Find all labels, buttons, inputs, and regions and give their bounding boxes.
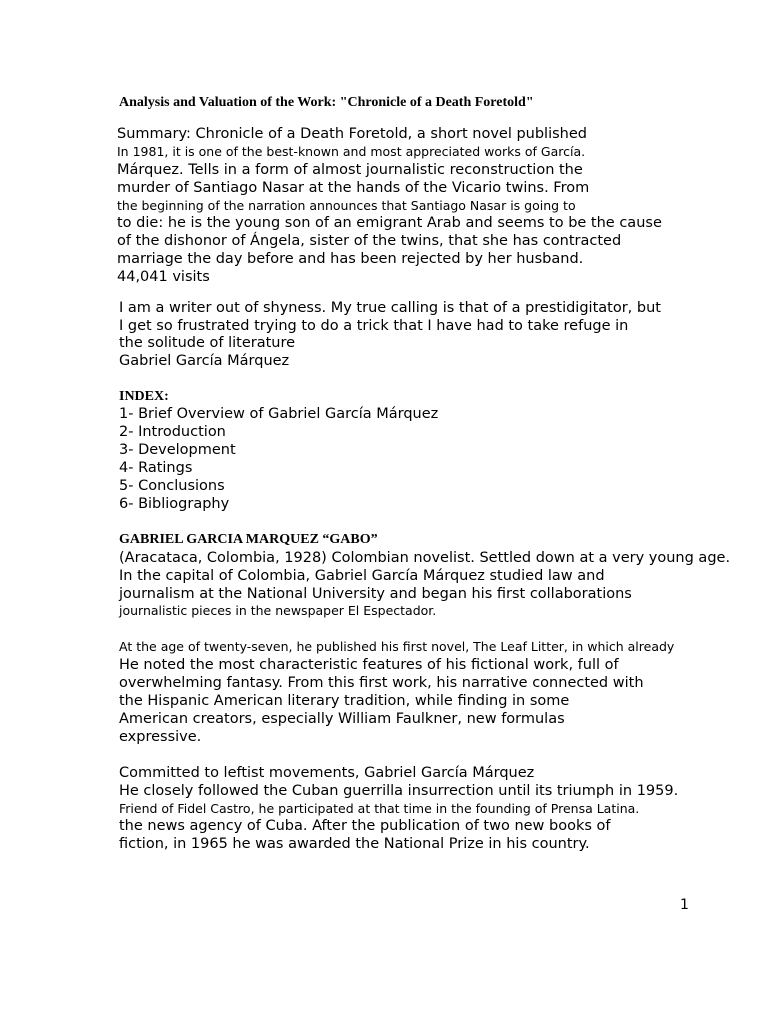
quote-author: Gabriel García Márquez: [119, 353, 290, 369]
bio-line: In the capital of Colombia, Gabriel García Márquez studied law and: [119, 568, 605, 584]
index-heading: INDEX:: [119, 389, 169, 404]
bio-line: He noted the most characteristic features of his fictional work, full of: [119, 657, 619, 673]
bio-line: (Aracataca, Colombia, 1928) Colombian novelist. Settled down at a very young age.: [119, 550, 731, 566]
index-item: 4- Ratings: [119, 460, 193, 476]
summary-line: to die: he is the young son of an emigrant Arab and seems to be the cause: [117, 215, 662, 231]
summary-line: In 1981, it is one of the best-known and most appreciated works of García.: [117, 144, 586, 159]
bio-line: the Hispanic American literary tradition, while finding in some: [119, 693, 570, 709]
visits-count: 44,041 visits: [117, 269, 210, 285]
bio-line: American creators, especially William Faulkner, new formulas: [119, 711, 565, 727]
index-item: 6- Bibliography: [119, 496, 230, 512]
bio-line: Committed to leftist movements, Gabriel García Márquez: [119, 765, 535, 781]
summary-line: murder of Santiago Nasar at the hands of the Vicario twins. From: [117, 180, 590, 196]
bio-line: Friend of Fidel Castro, he participated at that time in the founding of Prensa Latina.: [119, 801, 640, 816]
quote-line: the solitude of literature: [119, 335, 296, 351]
summary-line: the beginning of the narration announces that Santiago Nasar is going to: [117, 198, 576, 213]
bio-line: the news agency of Cuba. After the publication of two new books of: [119, 818, 611, 834]
summary-line: Márquez. Tells in a form of almost journalistic reconstruction the: [117, 162, 583, 178]
quote-line: I get so frustrated trying to do a trick that I have had to take refuge in: [119, 318, 629, 334]
bio-line: fiction, in 1965 he was awarded the National Prize in his country.: [119, 836, 590, 852]
index-item: 1- Brief Overview of Gabriel García Márquez: [119, 406, 439, 422]
index-item: 2- Introduction: [119, 424, 226, 440]
bio-line: journalism at the National University and began his first collaborations: [119, 586, 632, 602]
bio-line: overwhelming fantasy. From this first work, his narrative connected with: [119, 675, 644, 691]
bio-line: At the age of twenty-seven, he published his first novel, The Leaf Litter, in which already: [119, 639, 675, 654]
summary-line: of the dishonor of Ángela, sister of the twins, that she has contracted: [117, 233, 622, 249]
index-item: 5- Conclusions: [119, 478, 225, 494]
bio-line: expressive.: [119, 729, 202, 745]
quote-line: I am a writer out of shyness. My true calling is that of a prestidigitator, but: [119, 300, 661, 316]
page-number: 1: [680, 897, 689, 913]
bio-heading: GABRIEL GARCIA MARQUEZ “GABO”: [119, 532, 378, 547]
bio-line: journalistic pieces in the newspaper El Espectador.: [119, 603, 437, 618]
document-title: Analysis and Valuation of the Work: "Chronicle of a Death Foretold": [119, 95, 534, 110]
summary-line: marriage the day before and has been rejected by her husband.: [117, 251, 584, 267]
bio-line: He closely followed the Cuban guerrilla insurrection until its triumph in 1959.: [119, 783, 679, 799]
index-item: 3- Development: [119, 442, 236, 458]
summary-line: Summary: Chronicle of a Death Foretold, a short novel published: [117, 126, 587, 142]
